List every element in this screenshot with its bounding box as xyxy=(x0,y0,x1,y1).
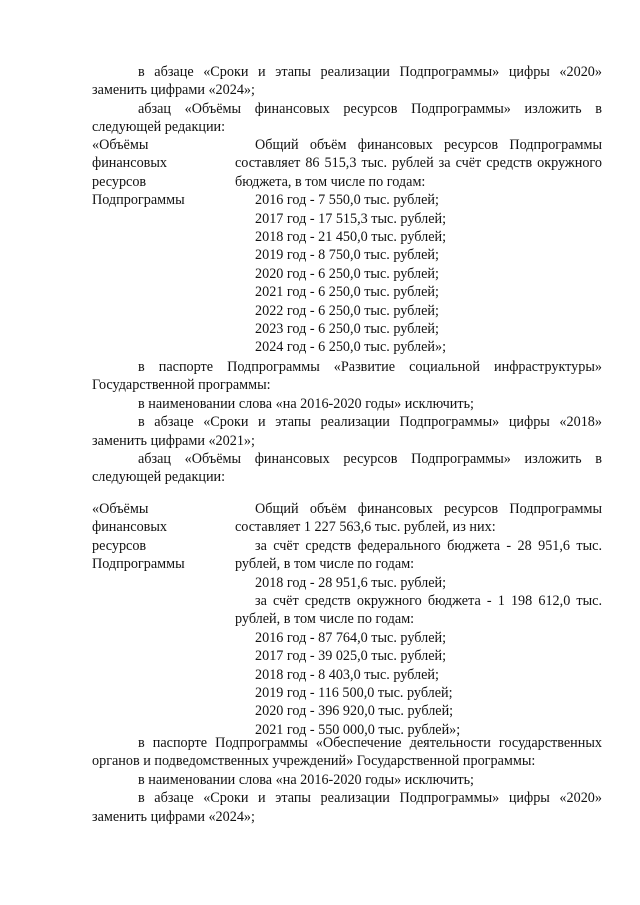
label-line: ресурсов xyxy=(92,173,147,190)
section-3 xyxy=(92,734,602,826)
label-line: Подпрограммы xyxy=(92,192,185,209)
paragraph-terms-change: в абзаце «Сроки и этапы реализации Подпрограммы» цифры «2020» заменить цифрами «2024»; xyxy=(92,64,602,99)
paragraph-resources-intro: абзац «Объёмы финансовых ресурсов Подпрограммы» изложить в следующей редакции: xyxy=(92,451,602,486)
paragraph-resources-intro: абзац «Объёмы финансовых ресурсов Подпрограммы» изложить в следующей редакции: xyxy=(92,100,602,136)
paragraph-terms-change: в абзаце «Сроки и этапы реализации Подпрограммы» цифры «2020» заменить цифрами «2024»; xyxy=(92,790,602,825)
label-line: ресурсов xyxy=(92,537,147,554)
table-content xyxy=(235,500,602,739)
label-line: «Объёмы xyxy=(92,137,149,153)
paragraph-terms-change: в абзаце «Сроки и этапы реализации Подпрограммы» цифры «2018» заменить цифрами «2021»; xyxy=(92,414,602,449)
year-line: 2020 год - 396 920,0 тыс. рублей; xyxy=(255,703,454,720)
table-label xyxy=(92,136,227,210)
label-line: финансовых xyxy=(92,155,167,172)
year-line: 2018 год - 28 951,6 тыс. рублей; xyxy=(255,574,447,591)
year-line: 2022 год - 6 250,0 тыс. рублей; xyxy=(255,302,439,319)
year-line: 2019 год - 8 750,0 тыс. рублей; xyxy=(255,247,439,264)
paragraph-passport-social: в паспорте Подпрограммы «Развитие социальной инфраструктуры» Государственной программы: xyxy=(92,359,602,394)
paragraph-passport-support: в паспорте Подпрограммы «Обеспечение деятельности государственных органов и подведомственных учреждений» Государственной программы: xyxy=(92,735,602,770)
paragraph-name-change: в наименовании слова «на 2016-2020 годы» исключить; xyxy=(138,395,475,412)
table-label xyxy=(92,500,227,574)
year-line: 2021 год - 550 000,0 тыс. рублей»; xyxy=(255,721,461,738)
district-budget-text: за счёт средств окружного бюджета - 1 198 612,0 тыс. рублей, в том числе по годам: xyxy=(235,593,602,628)
year-line: 2020 год - 6 250,0 тыс. рублей; xyxy=(255,265,439,282)
label-line: Подпрограммы xyxy=(92,556,185,573)
year-line: 2018 год - 8 403,0 тыс. рублей; xyxy=(255,666,439,683)
section-1 xyxy=(92,63,602,137)
year-line: 2016 год - 87 764,0 тыс. рублей; xyxy=(255,629,447,646)
year-line: 2024 год - 6 250,0 тыс. рублей»; xyxy=(255,339,447,356)
total-resources-text: Общий объём финансовых ресурсов Подпрограммы составляет 86 515,3 тыс. рублей за счёт средств окружного бюджета, в том числе по годам: xyxy=(235,137,602,190)
paragraph-name-change: в наименовании слова «на 2016-2020 годы» исключить; xyxy=(138,771,475,788)
year-line: 2017 год - 17 515,3 тыс. рублей; xyxy=(255,210,447,227)
label-line: финансовых xyxy=(92,519,167,536)
year-line: 2021 год - 6 250,0 тыс. рублей; xyxy=(255,284,439,301)
year-line: 2019 год - 116 500,0 тыс. рублей; xyxy=(255,685,453,702)
label-line: «Объёмы xyxy=(92,501,149,517)
year-line: 2018 год - 21 450,0 тыс. рублей; xyxy=(255,229,447,246)
section-2 xyxy=(92,358,602,487)
year-line: 2023 год - 6 250,0 тыс. рублей; xyxy=(255,321,439,338)
federal-budget-text: за счёт средств федерального бюджета - 28 951,6 тыс. рублей, в том числе по годам: xyxy=(235,537,602,573)
table-content xyxy=(235,136,602,357)
year-line: 2017 год - 39 025,0 тыс. рублей; xyxy=(255,648,447,665)
year-line: 2016 год - 7 550,0 тыс. рублей; xyxy=(255,192,439,209)
total-resources-text: Общий объём финансовых ресурсов Подпрограммы составляет 1 227 563,6 тыс. рублей, из них: xyxy=(235,501,602,536)
